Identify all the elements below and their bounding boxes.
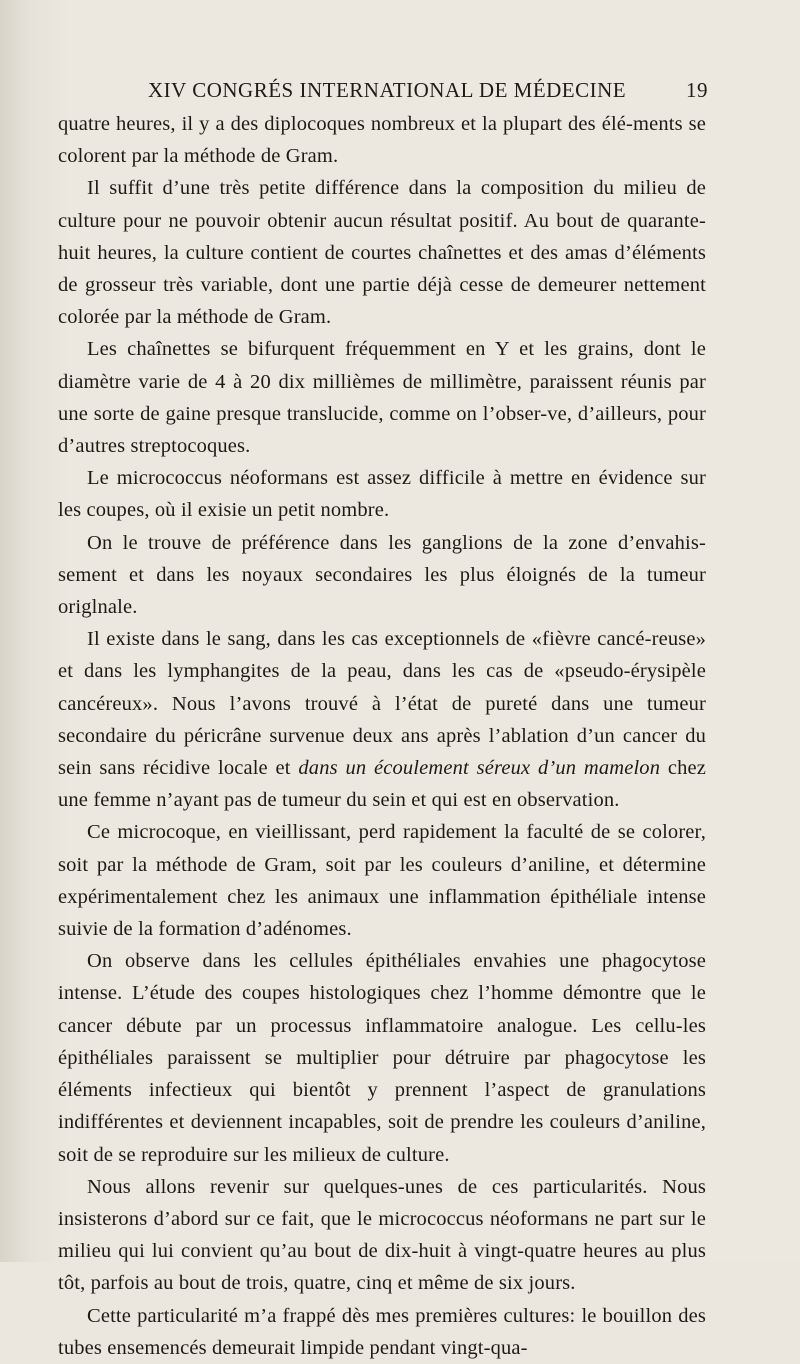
paragraph: quatre heures, il y a des diplocoques nombreux et la plupart des élé-ments se colorent par la méthode de Gram.: [58, 113, 706, 168]
paragraph: [58, 623, 706, 816]
paragraph: On le trouve de préférence dans les ganglions de la zone d’envahis-sement et dans les noyaux secondaires les plus éloignés de la tumeur origlnale.: [58, 531, 706, 619]
paragraph: Le micrococcus néoformans est assez difficile à mettre en évidence sur les coupes, où il exisie un petit nombre.: [58, 467, 706, 522]
paragraph: Cette particularité m’a frappé dès mes premières cultures: le bouillon des tubes ensemencés demeurait limpide pendant vingt-qua-: [58, 1304, 706, 1359]
paragraph-text: chez une femme n’ayant pas de tumeur du sein et qui est en observation.: [58, 757, 706, 812]
body-text: [58, 108, 706, 1364]
paragraph: Il suffit d’une très petite différence dans la composition du milieu de culture pour ne pouvoir obtenir aucun résultat positif. Au bout de quarante-huit heures, la culture contient de courtes chaînettes et des amas d’éléments de grosseur très variable, dont une partie déjà cesse de demeurer nettement colorée par la méthode de Gram.: [58, 177, 706, 329]
italic-phrase: dans un écoulement séreux d’un mamelon: [298, 757, 661, 780]
paragraph: Nous allons revenir sur quelques-unes de ces particularités. Nous insisterons d’abord sur ce fait, que le micrococcus néoformans ne part sur le milieu qui lui convient qu’au bout de dix-huit à vingt-quatre heures au plus tôt, parfois au bout de trois, quatre, cinq et même de six jours.: [58, 1175, 706, 1295]
paragraph: Ce microcoque, en vieillissant, perd rapidement la faculté de se colorer, soit par la méthode de Gram, soit par les couleurs d’aniline, et détermine expérimentalement chez les animaux une inflammation épithéliale intense suivie de la formation d’adénomes.: [58, 821, 706, 941]
page-number: 19: [686, 78, 708, 102]
paragraph-text: Il existe dans le sang, dans les cas exceptionnels de «fièvre cancé-reuse» et dans les lymphangites de la peau, dans les cas de «pseudo-érysipèle cancéreux». Nous l’avons trouvé à l’état de pureté dans une tumeur secondaire du péricrâne survenue deux ans après l’ablation d’un cancer du sein sans récidive locale et: [58, 628, 706, 780]
paragraph: Les chaînettes se bifurquent fréquemment en Y et les grains, dont le diamètre varie de 4 à 20 dix millièmes de millimètre, paraissent réunis par une sorte de gaine presque translucide, comme on l’obser-ve, d’ailleurs, pour d’autres streptocoques.: [58, 338, 706, 458]
running-title: XIV CONGRÉS INTERNATIONAL DE MÉDECINE: [148, 78, 627, 102]
paragraph: On observe dans les cellules épithéliales envahies une phagocytose intense. L’étude des coupes histologiques chez l’homme démontre que le cancer débute par un processus inflammatoire analogue. Les cellu-les épithéliales paraissent se multiplier pour détruire par phagocytose les éléments infectieux qui bientôt y prennent l’aspect de granulations indifférentes et deviennent incapables, soit de prendre les couleurs d’aniline, soit de se reproduire sur les milieux de culture.: [58, 950, 706, 1166]
